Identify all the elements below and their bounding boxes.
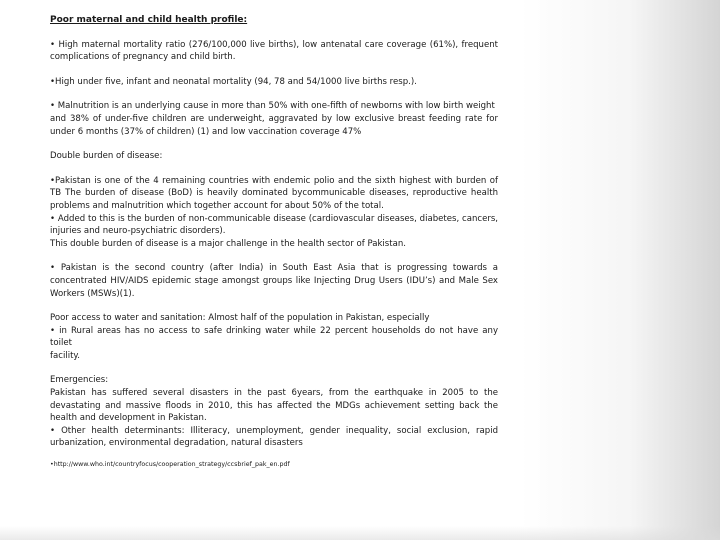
source-link[interactable]: •http://www.who.int/countryfocus/cooperation_strategy/ccsbrief_pak_en.pdf <box>50 461 290 469</box>
water-sanitation-intro: Poor access to water and sanitation: Almost half of the population in Pakistan, especially <box>50 313 430 324</box>
polio-tb-text: Pakistan is one of the 4 remaining countries with endemic polio and the sixth highest with burden of TB The burden of disease (BoD) is heavily dominated bycommunicable diseases, reproductive health problems and malnutrition which together account for about 50% of the total. <box>50 175 498 211</box>
bullet-mark: • <box>50 76 56 87</box>
health-determinants-paragraph <box>50 425 498 450</box>
malnutrition-paragraph <box>50 100 498 113</box>
hiv-paragraph <box>50 262 498 300</box>
page-edge-shadow <box>520 0 720 540</box>
heading-text: Poor maternal and child health profile <box>50 15 244 25</box>
page-bottom-shadow <box>0 526 720 540</box>
document-page <box>50 14 498 469</box>
bullet-mark: • <box>50 213 56 224</box>
polio-tb-paragraph <box>50 175 498 213</box>
water-sanitation-continued: facility. <box>50 350 80 361</box>
bullet-mark: • <box>50 425 56 436</box>
heading-colon: : <box>243 15 248 25</box>
emergencies-label: Emergencies: <box>50 375 109 386</box>
emergencies-paragraph: Pakistan has suffered several disasters in the past 6years, from the earthquake in 2005 to the devastating and massive floods in 2010, this has affected the MDGs achievement setting back the health and development in Pakistan. <box>50 388 498 424</box>
ncd-paragraph <box>50 213 498 238</box>
hiv-text: Pakistan is the second country (after India) in South East Asia that is progressing towards a concentrated HIV/AIDS epidemic stage amongst groups like Injecting Drug Users (IDU’s) and Male Sex Workers (MSWs)(1). <box>50 263 498 299</box>
bullet-mark: • <box>50 263 56 274</box>
bullet-mark: • <box>50 175 56 186</box>
double-burden-summary: This double burden of disease is a major challenge in the health sector of Pakistan. <box>50 238 406 249</box>
health-determinants-text: Other health determinants: Illiteracy, unemployment, gender inequality, social exclusion, rapid urbanization, environmental degradation, natural disasters <box>50 425 498 449</box>
ncd-text: Added to this is the burden of non-communicable disease (cardiovascular diseases, diabetes, cancers, injuries and neuro-psychiatric disorders). <box>50 213 499 237</box>
bullet-mark: • <box>50 101 56 112</box>
bullet-mark: • <box>50 325 56 336</box>
child-mortality-paragraph <box>50 76 498 89</box>
malnutrition-paragraph-continued: and 38% of under-five children are underweight, aggravated by low exclusive breast feeding rate for under 6 months (37% of children) (1) and low vaccination coverage 47% <box>50 113 498 137</box>
page-heading <box>50 14 498 27</box>
maternal-mortality-paragraph <box>50 39 498 64</box>
bullet-mark: • <box>50 39 56 50</box>
malnutrition-text: Malnutrition is an underlying cause in more than 50% with one-fifth of newborns with low birth weight <box>57 101 495 112</box>
maternal-mortality-text: High maternal mortality ratio (276/100,000 live births), low antenatal care coverage (61%), frequent complications of pregnancy and child birth. <box>50 39 498 63</box>
child-mortality-text: High under five, infant and neonatal mortality (94, 78 and 54/1000 live births resp.). <box>55 76 417 87</box>
water-sanitation-text: in Rural areas has no access to safe drinking water while 22 percent households do not have any toilet <box>50 325 499 349</box>
water-sanitation-paragraph <box>50 325 498 350</box>
double-burden-label: Double burden of disease: <box>50 151 163 162</box>
